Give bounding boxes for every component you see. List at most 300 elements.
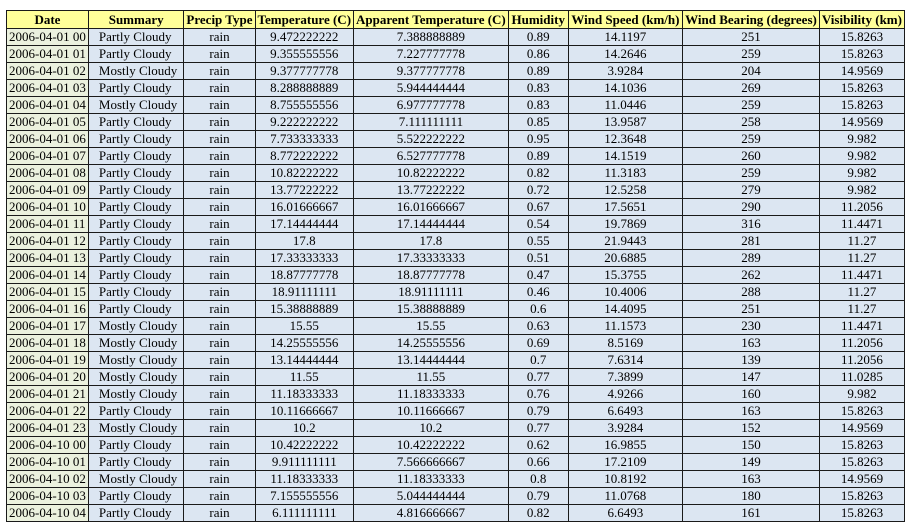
cell-wind-bearing[interactable]: 150 — [683, 437, 820, 454]
table-row — [7, 199, 905, 216]
cell-wind-speed[interactable]: 14.1519 — [568, 148, 682, 165]
cell-humidity[interactable]: 0.72 — [508, 182, 568, 199]
cell-precip-type[interactable]: rain — [184, 199, 255, 216]
cell-wind-bearing[interactable]: 259 — [683, 97, 820, 114]
cell-wind-speed[interactable]: 17.2109 — [568, 454, 682, 471]
cell-date[interactable]: 2006-04-01 02 — [7, 63, 89, 80]
table-row — [7, 267, 905, 284]
table-row — [7, 216, 905, 233]
cell-date[interactable]: 2006-04-01 01 — [7, 46, 89, 63]
cell-visibility[interactable]: 14.9569 — [819, 63, 904, 80]
cell-humidity[interactable]: 0.6 — [508, 301, 568, 318]
cell-summary[interactable]: Partly Cloudy — [88, 233, 184, 250]
cell-wind-speed[interactable]: 11.3183 — [568, 165, 682, 182]
table-row — [7, 114, 905, 131]
cell-temperature[interactable]: 11.18333333 — [255, 471, 354, 488]
table-row — [7, 335, 905, 352]
cell-visibility[interactable]: 11.4471 — [819, 216, 904, 233]
cell-precip-type[interactable]: rain — [184, 131, 255, 148]
cell-visibility[interactable]: 11.0285 — [819, 369, 904, 386]
cell-wind-speed[interactable]: 14.4095 — [568, 301, 682, 318]
table-row — [7, 471, 905, 488]
cell-temperature[interactable]: 13.14444444 — [255, 352, 354, 369]
cell-wind-bearing[interactable]: 288 — [683, 284, 820, 301]
cell-visibility[interactable]: 14.9569 — [819, 114, 904, 131]
cell-date[interactable]: 2006-04-01 13 — [7, 250, 89, 267]
cell-humidity[interactable]: 0.8 — [508, 471, 568, 488]
table-row — [7, 148, 905, 165]
cell-humidity[interactable]: 0.66 — [508, 454, 568, 471]
cell-precip-type[interactable]: rain — [184, 454, 255, 471]
cell-humidity[interactable]: 0.89 — [508, 148, 568, 165]
cell-summary[interactable]: Partly Cloudy — [88, 182, 184, 199]
cell-apparent-temperature[interactable]: 16.01666667 — [354, 199, 509, 216]
cell-date[interactable]: 2006-04-01 16 — [7, 301, 89, 318]
cell-precip-type[interactable]: rain — [184, 250, 255, 267]
cell-temperature[interactable]: 17.8 — [255, 233, 354, 250]
cell-precip-type[interactable]: rain — [184, 386, 255, 403]
cell-precip-type[interactable]: rain — [184, 352, 255, 369]
cell-date[interactable]: 2006-04-01 08 — [7, 165, 89, 182]
cell-date[interactable]: 2006-04-01 23 — [7, 420, 89, 437]
cell-humidity[interactable]: 0.82 — [508, 165, 568, 182]
cell-wind-bearing[interactable]: 260 — [683, 148, 820, 165]
cell-wind-speed[interactable]: 14.2646 — [568, 46, 682, 63]
cell-summary[interactable]: Mostly Cloudy — [88, 386, 184, 403]
cell-precip-type[interactable]: rain — [184, 46, 255, 63]
table-row — [7, 284, 905, 301]
cell-visibility[interactable]: 9.982 — [819, 131, 904, 148]
cell-precip-type[interactable]: rain — [184, 148, 255, 165]
cell-visibility[interactable]: 15.8263 — [819, 454, 904, 471]
cell-wind-speed[interactable]: 11.1573 — [568, 318, 682, 335]
cell-temperature[interactable]: 10.2 — [255, 420, 354, 437]
cell-precip-type[interactable]: rain — [184, 437, 255, 454]
cell-temperature[interactable]: 10.82222222 — [255, 165, 354, 182]
table-row — [7, 437, 905, 454]
cell-humidity[interactable]: 0.63 — [508, 318, 568, 335]
cell-summary[interactable]: Partly Cloudy — [88, 437, 184, 454]
cell-humidity[interactable]: 0.86 — [508, 46, 568, 63]
cell-precip-type[interactable]: rain — [184, 97, 255, 114]
cell-apparent-temperature[interactable]: 10.2 — [354, 420, 509, 437]
cell-summary[interactable]: Partly Cloudy — [88, 505, 184, 522]
cell-date[interactable]: 2006-04-01 10 — [7, 199, 89, 216]
cell-wind-bearing[interactable]: 180 — [683, 488, 820, 505]
cell-precip-type[interactable]: rain — [184, 505, 255, 522]
cell-precip-type[interactable]: rain — [184, 301, 255, 318]
table-row — [7, 182, 905, 199]
cell-summary[interactable]: Partly Cloudy — [88, 148, 184, 165]
cell-wind-speed[interactable]: 19.7869 — [568, 216, 682, 233]
column-header-temperature[interactable]: Temperature (C) — [255, 11, 354, 29]
cell-summary[interactable]: Mostly Cloudy — [88, 97, 184, 114]
cell-wind-speed[interactable]: 11.0446 — [568, 97, 682, 114]
cell-summary[interactable]: Partly Cloudy — [88, 301, 184, 318]
table-row — [7, 165, 905, 182]
cell-temperature[interactable]: 14.25555556 — [255, 335, 354, 352]
cell-date[interactable]: 2006-04-01 15 — [7, 284, 89, 301]
cell-temperature[interactable]: 7.155555556 — [255, 488, 354, 505]
cell-apparent-temperature[interactable]: 5.044444444 — [354, 488, 509, 505]
cell-temperature[interactable]: 9.355555556 — [255, 46, 354, 63]
cell-summary[interactable]: Partly Cloudy — [88, 267, 184, 284]
cell-precip-type[interactable]: rain — [184, 488, 255, 505]
cell-wind-speed[interactable]: 7.6314 — [568, 352, 682, 369]
cell-humidity[interactable]: 0.79 — [508, 488, 568, 505]
cell-summary[interactable]: Mostly Cloudy — [88, 352, 184, 369]
cell-visibility[interactable]: 15.8263 — [819, 97, 904, 114]
table-row — [7, 63, 905, 80]
cell-precip-type[interactable]: rain — [184, 182, 255, 199]
cell-summary[interactable]: Mostly Cloudy — [88, 471, 184, 488]
table-row — [7, 386, 905, 403]
cell-wind-bearing[interactable]: 289 — [683, 250, 820, 267]
cell-wind-bearing[interactable]: 139 — [683, 352, 820, 369]
cell-summary[interactable]: Partly Cloudy — [88, 165, 184, 182]
cell-precip-type[interactable]: rain — [184, 165, 255, 182]
cell-humidity[interactable]: 0.51 — [508, 250, 568, 267]
cell-wind-speed[interactable]: 12.5258 — [568, 182, 682, 199]
cell-visibility[interactable]: 15.8263 — [819, 403, 904, 420]
cell-wind-speed[interactable]: 6.6493 — [568, 505, 682, 522]
cell-visibility[interactable]: 14.9569 — [819, 420, 904, 437]
cell-wind-speed[interactable]: 15.3755 — [568, 267, 682, 284]
cell-wind-bearing[interactable]: 163 — [683, 403, 820, 420]
cell-precip-type[interactable]: rain — [184, 114, 255, 131]
cell-wind-bearing[interactable]: 163 — [683, 471, 820, 488]
cell-summary[interactable]: Partly Cloudy — [88, 80, 184, 97]
column-header-precip-type[interactable]: Precip Type — [184, 11, 255, 29]
cell-wind-bearing[interactable]: 258 — [683, 114, 820, 131]
cell-wind-bearing[interactable]: 262 — [683, 267, 820, 284]
cell-temperature[interactable]: 10.42222222 — [255, 437, 354, 454]
cell-precip-type[interactable]: rain — [184, 335, 255, 352]
cell-visibility[interactable]: 15.8263 — [819, 505, 904, 522]
cell-temperature[interactable]: 17.33333333 — [255, 250, 354, 267]
cell-humidity[interactable]: 0.89 — [508, 29, 568, 46]
cell-wind-bearing[interactable]: 163 — [683, 335, 820, 352]
cell-wind-speed[interactable]: 10.8192 — [568, 471, 682, 488]
cell-apparent-temperature[interactable]: 11.55 — [354, 369, 509, 386]
cell-wind-speed[interactable]: 20.6885 — [568, 250, 682, 267]
cell-wind-bearing[interactable]: 204 — [683, 63, 820, 80]
cell-date[interactable]: 2006-04-01 12 — [7, 233, 89, 250]
cell-apparent-temperature[interactable]: 10.42222222 — [354, 437, 509, 454]
cell-wind-bearing[interactable]: 161 — [683, 505, 820, 522]
cell-date[interactable]: 2006-04-01 06 — [7, 131, 89, 148]
cell-visibility[interactable]: 15.8263 — [819, 488, 904, 505]
cell-visibility[interactable]: 15.8263 — [819, 46, 904, 63]
cell-visibility[interactable]: 11.27 — [819, 284, 904, 301]
cell-precip-type[interactable]: rain — [184, 318, 255, 335]
cell-visibility[interactable]: 15.8263 — [819, 29, 904, 46]
cell-date[interactable]: 2006-04-10 02 — [7, 471, 89, 488]
cell-wind-bearing[interactable]: 290 — [683, 199, 820, 216]
cell-date[interactable]: 2006-04-01 09 — [7, 182, 89, 199]
cell-temperature[interactable]: 8.288888889 — [255, 80, 354, 97]
cell-temperature[interactable]: 8.772222222 — [255, 148, 354, 165]
cell-temperature[interactable]: 18.87777778 — [255, 267, 354, 284]
cell-apparent-temperature[interactable]: 11.18333333 — [354, 471, 509, 488]
cell-apparent-temperature[interactable]: 13.77222222 — [354, 182, 509, 199]
cell-date[interactable]: 2006-04-01 04 — [7, 97, 89, 114]
column-header-humidity[interactable]: Humidity — [508, 11, 568, 29]
cell-date[interactable]: 2006-04-01 07 — [7, 148, 89, 165]
cell-temperature[interactable]: 8.755555556 — [255, 97, 354, 114]
cell-date[interactable]: 2006-04-01 22 — [7, 403, 89, 420]
table-row — [7, 318, 905, 335]
cell-visibility[interactable]: 11.2056 — [819, 352, 904, 369]
cell-wind-bearing[interactable]: 259 — [683, 131, 820, 148]
cell-precip-type[interactable]: rain — [184, 420, 255, 437]
cell-wind-speed[interactable]: 21.9443 — [568, 233, 682, 250]
cell-wind-speed[interactable]: 13.9587 — [568, 114, 682, 131]
cell-wind-speed[interactable]: 3.9284 — [568, 420, 682, 437]
cell-wind-speed[interactable]: 6.6493 — [568, 403, 682, 420]
cell-apparent-temperature[interactable]: 10.82222222 — [354, 165, 509, 182]
cell-summary[interactable]: Partly Cloudy — [88, 46, 184, 63]
column-header-date[interactable]: Date — [7, 11, 89, 29]
cell-temperature[interactable]: 7.733333333 — [255, 131, 354, 148]
cell-humidity[interactable]: 0.85 — [508, 114, 568, 131]
cell-temperature[interactable]: 9.377777778 — [255, 63, 354, 80]
cell-humidity[interactable]: 0.46 — [508, 284, 568, 301]
cell-summary[interactable]: Partly Cloudy — [88, 488, 184, 505]
table-row — [7, 80, 905, 97]
cell-apparent-temperature[interactable]: 5.522222222 — [354, 131, 509, 148]
cell-date[interactable]: 2006-04-01 14 — [7, 267, 89, 284]
cell-date[interactable]: 2006-04-01 05 — [7, 114, 89, 131]
cell-temperature[interactable]: 15.55 — [255, 318, 354, 335]
cell-date[interactable]: 2006-04-01 11 — [7, 216, 89, 233]
cell-apparent-temperature[interactable]: 5.944444444 — [354, 80, 509, 97]
cell-date[interactable]: 2006-04-01 03 — [7, 80, 89, 97]
cell-apparent-temperature[interactable]: 4.816666667 — [354, 505, 509, 522]
table-row — [7, 250, 905, 267]
table-row — [7, 454, 905, 471]
cell-apparent-temperature[interactable]: 14.25555556 — [354, 335, 509, 352]
table-row — [7, 233, 905, 250]
cell-visibility[interactable]: 9.982 — [819, 386, 904, 403]
cell-humidity[interactable]: 0.95 — [508, 131, 568, 148]
table-row — [7, 369, 905, 386]
cell-precip-type[interactable]: rain — [184, 216, 255, 233]
cell-wind-bearing[interactable]: 279 — [683, 182, 820, 199]
cell-temperature[interactable]: 11.55 — [255, 369, 354, 386]
cell-humidity[interactable]: 0.69 — [508, 335, 568, 352]
cell-visibility[interactable]: 11.27 — [819, 250, 904, 267]
cell-date[interactable]: 2006-04-01 19 — [7, 352, 89, 369]
weather-table — [6, 10, 905, 522]
cell-precip-type[interactable]: rain — [184, 403, 255, 420]
cell-visibility[interactable]: 11.2056 — [819, 199, 904, 216]
cell-humidity[interactable]: 0.82 — [508, 505, 568, 522]
cell-temperature[interactable]: 18.91111111 — [255, 284, 354, 301]
cell-humidity[interactable]: 0.67 — [508, 199, 568, 216]
cell-wind-speed[interactable]: 14.1036 — [568, 80, 682, 97]
cell-temperature[interactable]: 15.38888889 — [255, 301, 354, 318]
cell-humidity[interactable]: 0.83 — [508, 97, 568, 114]
cell-wind-speed[interactable]: 16.9855 — [568, 437, 682, 454]
cell-humidity[interactable]: 0.54 — [508, 216, 568, 233]
cell-precip-type[interactable]: rain — [184, 471, 255, 488]
cell-apparent-temperature[interactable]: 15.38888889 — [354, 301, 509, 318]
cell-date[interactable]: 2006-04-10 03 — [7, 488, 89, 505]
cell-apparent-temperature[interactable]: 13.14444444 — [354, 352, 509, 369]
cell-wind-bearing[interactable]: 281 — [683, 233, 820, 250]
cell-apparent-temperature[interactable]: 18.87777778 — [354, 267, 509, 284]
cell-humidity[interactable]: 0.76 — [508, 386, 568, 403]
cell-date[interactable]: 2006-04-01 17 — [7, 318, 89, 335]
cell-apparent-temperature[interactable]: 7.388888889 — [354, 29, 509, 46]
cell-date[interactable]: 2006-04-01 20 — [7, 369, 89, 386]
cell-wind-bearing[interactable]: 269 — [683, 80, 820, 97]
cell-summary[interactable]: Partly Cloudy — [88, 454, 184, 471]
cell-summary[interactable]: Partly Cloudy — [88, 403, 184, 420]
cell-temperature[interactable]: 9.472222222 — [255, 29, 354, 46]
cell-summary[interactable]: Partly Cloudy — [88, 284, 184, 301]
cell-apparent-temperature[interactable]: 10.11666667 — [354, 403, 509, 420]
cell-apparent-temperature[interactable]: 17.8 — [354, 233, 509, 250]
cell-wind-speed[interactable]: 7.3899 — [568, 369, 682, 386]
cell-precip-type[interactable]: rain — [184, 369, 255, 386]
cell-precip-type[interactable]: rain — [184, 267, 255, 284]
cell-apparent-temperature[interactable]: 6.977777778 — [354, 97, 509, 114]
cell-wind-speed[interactable]: 12.3648 — [568, 131, 682, 148]
cell-humidity[interactable]: 0.79 — [508, 403, 568, 420]
cell-visibility[interactable]: 15.8263 — [819, 437, 904, 454]
cell-wind-bearing[interactable]: 251 — [683, 29, 820, 46]
table-row — [7, 420, 905, 437]
cell-apparent-temperature[interactable]: 15.55 — [354, 318, 509, 335]
cell-temperature[interactable]: 9.911111111 — [255, 454, 354, 471]
cell-precip-type[interactable]: rain — [184, 284, 255, 301]
cell-summary[interactable]: Mostly Cloudy — [88, 318, 184, 335]
cell-temperature[interactable]: 16.01666667 — [255, 199, 354, 216]
cell-temperature[interactable]: 17.14444444 — [255, 216, 354, 233]
cell-apparent-temperature[interactable]: 11.18333333 — [354, 386, 509, 403]
cell-summary[interactable]: Partly Cloudy — [88, 199, 184, 216]
cell-humidity[interactable]: 0.89 — [508, 63, 568, 80]
cell-summary[interactable]: Partly Cloudy — [88, 131, 184, 148]
column-header-visibility[interactable]: Visibility (km) — [819, 11, 904, 29]
header-row — [7, 11, 905, 29]
cell-temperature[interactable]: 9.222222222 — [255, 114, 354, 131]
cell-wind-bearing[interactable]: 259 — [683, 46, 820, 63]
table-row — [7, 29, 905, 46]
cell-humidity[interactable]: 0.83 — [508, 80, 568, 97]
cell-visibility[interactable]: 11.4471 — [819, 267, 904, 284]
cell-date[interactable]: 2006-04-01 00 — [7, 29, 89, 46]
cell-wind-bearing[interactable]: 251 — [683, 301, 820, 318]
cell-wind-bearing[interactable]: 149 — [683, 454, 820, 471]
cell-summary[interactable]: Partly Cloudy — [88, 250, 184, 267]
cell-date[interactable]: 2006-04-10 00 — [7, 437, 89, 454]
cell-apparent-temperature[interactable]: 17.14444444 — [354, 216, 509, 233]
cell-humidity[interactable]: 0.62 — [508, 437, 568, 454]
column-header-summary[interactable]: Summary — [88, 11, 184, 29]
cell-wind-bearing[interactable]: 259 — [683, 165, 820, 182]
cell-precip-type[interactable]: rain — [184, 29, 255, 46]
cell-wind-bearing[interactable]: 316 — [683, 216, 820, 233]
cell-visibility[interactable]: 11.2056 — [819, 335, 904, 352]
cell-apparent-temperature[interactable]: 6.527777778 — [354, 148, 509, 165]
cell-summary[interactable]: Mostly Cloudy — [88, 369, 184, 386]
cell-apparent-temperature[interactable]: 18.91111111 — [354, 284, 509, 301]
table-row — [7, 488, 905, 505]
cell-temperature[interactable]: 13.77222222 — [255, 182, 354, 199]
cell-summary[interactable]: Partly Cloudy — [88, 114, 184, 131]
cell-visibility[interactable]: 9.982 — [819, 165, 904, 182]
table-row — [7, 505, 905, 522]
cell-visibility[interactable]: 14.9569 — [819, 471, 904, 488]
cell-humidity[interactable]: 0.7 — [508, 352, 568, 369]
cell-precip-type[interactable]: rain — [184, 80, 255, 97]
cell-visibility[interactable]: 15.8263 — [819, 80, 904, 97]
cell-summary[interactable]: Mostly Cloudy — [88, 63, 184, 80]
cell-wind-bearing[interactable]: 152 — [683, 420, 820, 437]
cell-wind-speed[interactable]: 10.4006 — [568, 284, 682, 301]
cell-date[interactable]: 2006-04-10 04 — [7, 505, 89, 522]
cell-humidity[interactable]: 0.55 — [508, 233, 568, 250]
weather-spreadsheet — [6, 10, 905, 522]
cell-precip-type[interactable]: rain — [184, 63, 255, 80]
cell-wind-bearing[interactable]: 230 — [683, 318, 820, 335]
cell-date[interactable]: 2006-04-10 01 — [7, 454, 89, 471]
cell-date[interactable]: 2006-04-01 18 — [7, 335, 89, 352]
cell-humidity[interactable]: 0.77 — [508, 420, 568, 437]
cell-apparent-temperature[interactable]: 7.566666667 — [354, 454, 509, 471]
table-row — [7, 131, 905, 148]
table-row — [7, 403, 905, 420]
cell-apparent-temperature[interactable]: 17.33333333 — [354, 250, 509, 267]
cell-apparent-temperature[interactable]: 7.111111111 — [354, 114, 509, 131]
cell-summary[interactable]: Partly Cloudy — [88, 216, 184, 233]
cell-humidity[interactable]: 0.77 — [508, 369, 568, 386]
table-row — [7, 352, 905, 369]
cell-date[interactable]: 2006-04-01 21 — [7, 386, 89, 403]
cell-summary[interactable]: Mostly Cloudy — [88, 335, 184, 352]
cell-visibility[interactable]: 11.4471 — [819, 318, 904, 335]
column-header-apparent-temperature[interactable]: Apparent Temperature (C) — [354, 11, 509, 29]
cell-summary[interactable]: Mostly Cloudy — [88, 420, 184, 437]
cell-apparent-temperature[interactable]: 7.227777778 — [354, 46, 509, 63]
cell-wind-bearing[interactable]: 160 — [683, 386, 820, 403]
table-row — [7, 301, 905, 318]
cell-apparent-temperature[interactable]: 9.377777778 — [354, 63, 509, 80]
cell-summary[interactable]: Partly Cloudy — [88, 29, 184, 46]
cell-wind-speed[interactable]: 17.5651 — [568, 199, 682, 216]
cell-precip-type[interactable]: rain — [184, 233, 255, 250]
cell-temperature[interactable]: 10.11666667 — [255, 403, 354, 420]
cell-wind-speed[interactable]: 14.1197 — [568, 29, 682, 46]
cell-visibility[interactable]: 9.982 — [819, 182, 904, 199]
cell-visibility[interactable]: 9.982 — [819, 148, 904, 165]
cell-visibility[interactable]: 11.27 — [819, 233, 904, 250]
cell-wind-speed[interactable]: 11.0768 — [568, 488, 682, 505]
cell-wind-speed[interactable]: 3.9284 — [568, 63, 682, 80]
cell-humidity[interactable]: 0.47 — [508, 267, 568, 284]
column-header-wind-speed[interactable]: Wind Speed (km/h) — [568, 11, 682, 29]
cell-temperature[interactable]: 11.18333333 — [255, 386, 354, 403]
cell-temperature[interactable]: 6.111111111 — [255, 505, 354, 522]
column-header-wind-bearing[interactable]: Wind Bearing (degrees) — [683, 11, 820, 29]
cell-wind-speed[interactable]: 8.5169 — [568, 335, 682, 352]
cell-wind-speed[interactable]: 4.9266 — [568, 386, 682, 403]
cell-wind-bearing[interactable]: 147 — [683, 369, 820, 386]
cell-visibility[interactable]: 11.27 — [819, 301, 904, 318]
